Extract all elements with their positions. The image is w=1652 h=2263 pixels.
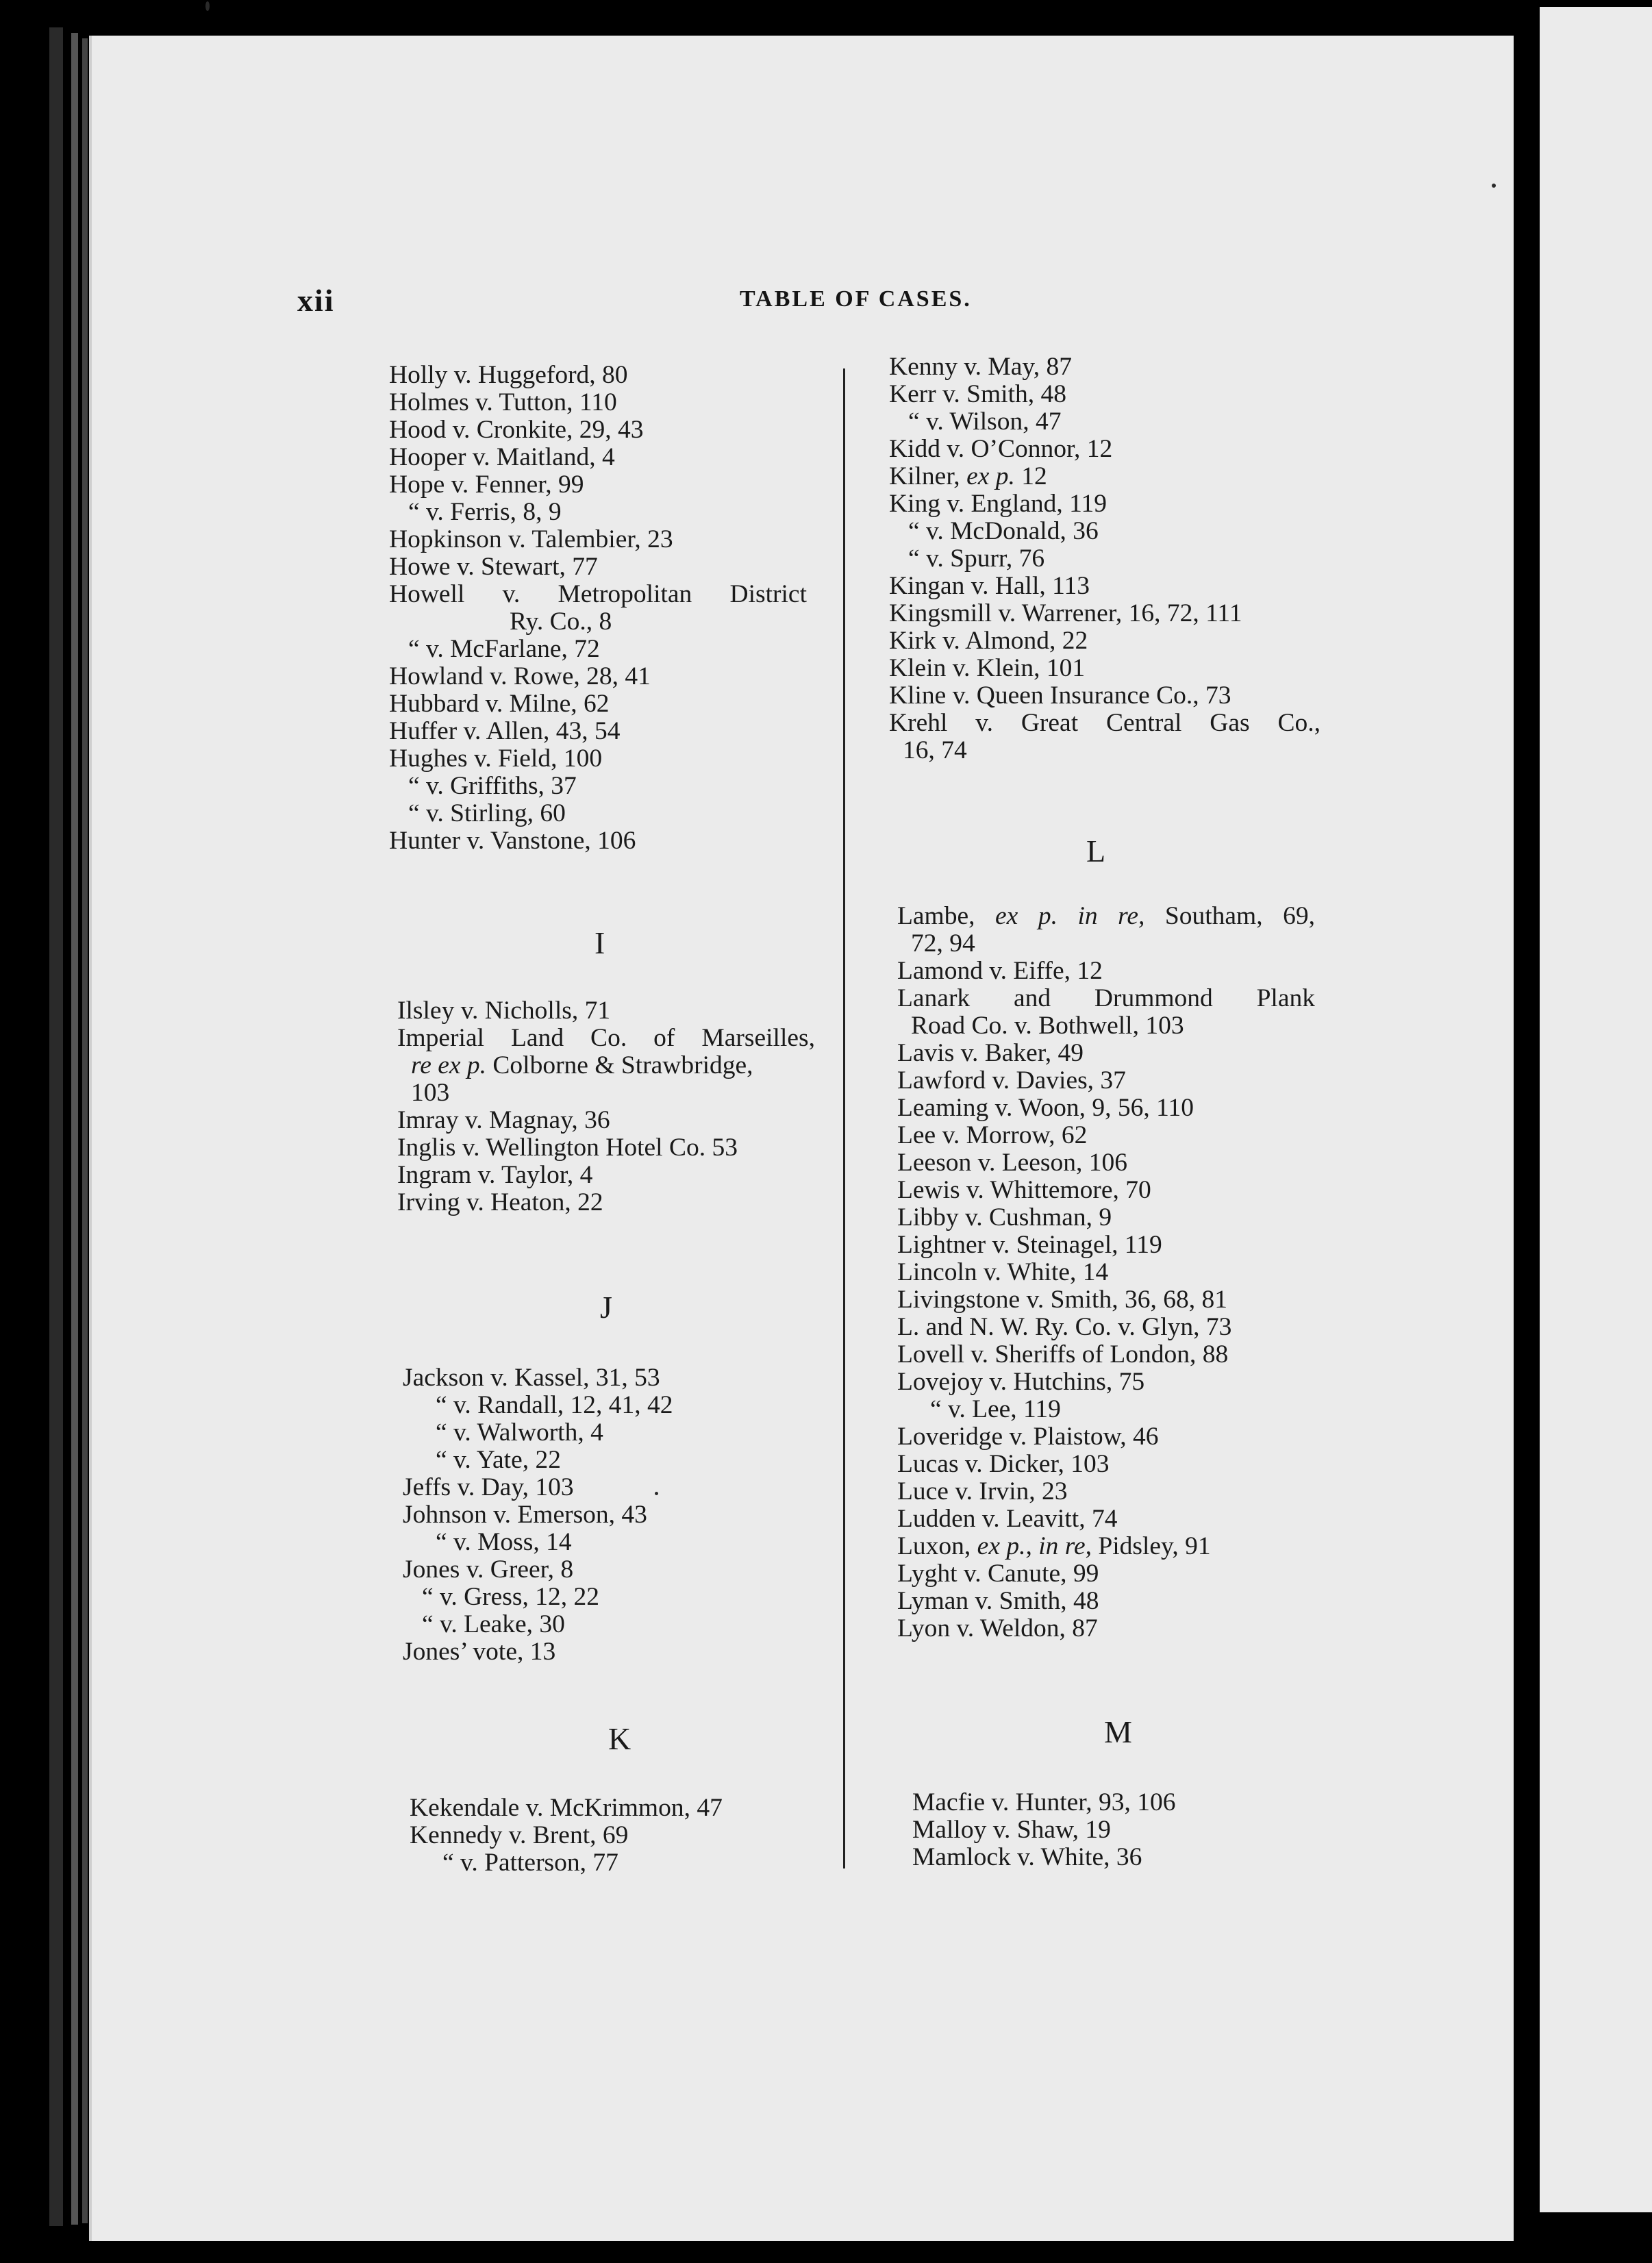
italic-abbreviation: ex p., in re, xyxy=(977,1532,1092,1560)
case-entry: Loveridge v. Plaistow, 46 xyxy=(897,1423,1159,1451)
case-entry xyxy=(889,463,1321,490)
case-entry: “ v. Gress, 12, 22 xyxy=(422,1583,599,1611)
case-entry: Johnson v. Emerson, 43 xyxy=(403,1501,647,1529)
case-entry: “ v. Griffiths, 37 xyxy=(408,772,577,800)
running-head-title: TABLE OF CASES. xyxy=(740,286,972,312)
case-entry: Lavis v. Baker, 49 xyxy=(897,1039,1084,1067)
case-entry: Leaming v. Woon, 9, 56, 110 xyxy=(897,1094,1194,1122)
entry-text: Colborne & Strawbridge, xyxy=(486,1051,753,1079)
italic-abbreviation: re ex p. xyxy=(411,1051,487,1079)
right-column-k-entries xyxy=(889,353,1321,764)
case-entry: Krehl v. Great Central Gas Co., xyxy=(889,709,1321,737)
case-entry: Lyght v. Canute, 99 xyxy=(897,1560,1099,1588)
case-entry: Luce v. Irvin, 23 xyxy=(897,1477,1068,1505)
case-entry: Lyman v. Smith, 48 xyxy=(897,1587,1099,1615)
book-spine-edge xyxy=(71,33,78,2225)
entry-text: Luxon, xyxy=(897,1532,977,1560)
case-entry: Kekendale v. McKrimmon, 47 xyxy=(410,1794,723,1822)
scan-speck xyxy=(1492,184,1496,188)
italic-abbreviation: ex p. xyxy=(966,462,1015,490)
left-column-k-entries xyxy=(410,1795,834,1877)
case-entry: Lovell v. Sheriffs of London, 88 xyxy=(897,1340,1229,1368)
case-entry: Hood v. Cronkite, 29, 43 xyxy=(389,416,644,444)
case-entry-continuation: 72, 94 xyxy=(911,929,975,958)
section-letter-i: I xyxy=(595,925,605,960)
left-column-i-entries xyxy=(397,997,815,1216)
case-entry: Kingan v. Hall, 113 xyxy=(889,572,1090,600)
case-entry: Howell v. Metropolitan District xyxy=(389,580,807,608)
case-entry: “ v. McDonald, 36 xyxy=(908,517,1099,545)
case-entry: Jones v. Greer, 8 xyxy=(403,1555,574,1584)
case-entry: Kenny v. May, 87 xyxy=(889,353,1072,381)
book-spine-edge xyxy=(82,38,88,2223)
case-entry-continuation: 103 xyxy=(411,1079,450,1107)
case-entry: King v. England, 119 xyxy=(889,490,1107,518)
case-entry: Mamlock v. White, 36 xyxy=(912,1843,1142,1871)
case-entry xyxy=(897,903,1315,930)
case-entry: Libby v. Cushman, 9 xyxy=(897,1203,1112,1231)
entry-text: Pidsley, 91 xyxy=(1091,1532,1211,1560)
entry-text: 12 xyxy=(1014,462,1047,490)
case-entry: Livingstone v. Smith, 36, 68, 81 xyxy=(897,1286,1227,1314)
case-entry: Jones’ vote, 13 xyxy=(403,1638,556,1666)
facing-page-edge xyxy=(1540,7,1652,2212)
case-entry: Ingram v. Taylor, 4 xyxy=(397,1161,593,1189)
case-entry: “ v. Leake, 30 xyxy=(422,1610,565,1638)
case-entry: Kerr v. Smith, 48 xyxy=(889,380,1067,408)
section-letter-m: M xyxy=(1104,1714,1132,1749)
case-entry: Holmes v. Tutton, 110 xyxy=(389,388,617,416)
case-entry: “ v. Walworth, 4 xyxy=(436,1418,603,1447)
case-entry: Ilsley v. Nicholls, 71 xyxy=(397,997,611,1025)
case-entry: Hooper v. Maitland, 4 xyxy=(389,443,615,471)
case-entry: Inglis v. Wellington Hotel Co. 53 xyxy=(397,1134,738,1162)
case-entry: “ v. Moss, 14 xyxy=(436,1528,572,1556)
case-entry: Lanark and Drummond Plank xyxy=(897,984,1315,1012)
case-entry: “ v. Randall, 12, 41, 42 xyxy=(436,1391,673,1419)
entry-text: Southam, 69, xyxy=(1144,902,1315,930)
section-letter-j: J xyxy=(600,1290,612,1325)
case-entry: Hunter v. Vanstone, 106 xyxy=(389,827,636,855)
case-entry: “ v. Stirling, 60 xyxy=(408,799,566,827)
case-entry: Lightner v. Steinagel, 119 xyxy=(897,1231,1162,1259)
case-entry: Howland v. Rowe, 28, 41 xyxy=(389,662,651,690)
case-entry: Howe v. Stewart, 77 xyxy=(389,553,598,581)
case-entry: “ v. Lee, 119 xyxy=(930,1395,1061,1423)
case-entry: Huffer v. Allen, 43, 54 xyxy=(389,717,621,745)
book-spine-edge xyxy=(49,27,63,2226)
left-column-j-entries xyxy=(403,1364,821,1666)
case-entry: Kingsmill v. Warrener, 16, 72, 111 xyxy=(889,599,1242,627)
case-entry: Lee v. Morrow, 62 xyxy=(897,1121,1088,1149)
case-entry-continuation: 16, 74 xyxy=(903,736,967,764)
case-entry: Lewis v. Whittemore, 70 xyxy=(897,1176,1151,1204)
case-entry: “ v. McFarlane, 72 xyxy=(408,635,600,663)
case-entry: Hubbard v. Milne, 62 xyxy=(389,690,610,718)
case-entry: Imperial Land Co. of Marseilles, xyxy=(397,1024,815,1052)
case-entry xyxy=(897,1533,1315,1560)
italic-abbreviation: ex p. in re, xyxy=(995,902,1145,930)
case-entry: Kline v. Queen Insurance Co., 73 xyxy=(889,682,1231,710)
entry-text: Kilner, xyxy=(889,462,967,490)
case-entry-continuation xyxy=(397,1052,815,1079)
case-entry: Kirk v. Almond, 22 xyxy=(889,627,1088,655)
case-entry: “ v. Ferris, 8, 9 xyxy=(408,498,562,526)
case-entry: Kennedy v. Brent, 69 xyxy=(410,1821,629,1849)
case-entry: Macfie v. Hunter, 93, 106 xyxy=(912,1788,1176,1816)
right-column-m-entries xyxy=(912,1789,1337,1871)
right-column-l-entries xyxy=(897,903,1315,1642)
entry-text: Lambe, xyxy=(897,902,996,930)
scan-speck xyxy=(655,1492,658,1495)
case-entry: Klein v. Klein, 101 xyxy=(889,654,1086,682)
case-entry: Leeson v. Leeson, 106 xyxy=(897,1149,1128,1177)
case-entry: Jeffs v. Day, 103 xyxy=(403,1473,574,1501)
case-entry: Hope v. Fenner, 99 xyxy=(389,471,584,499)
case-entry: Imray v. Magnay, 36 xyxy=(397,1106,610,1134)
case-entry: Hughes v. Field, 100 xyxy=(389,745,603,773)
case-entry: Lawford v. Davies, 37 xyxy=(897,1066,1126,1095)
left-column-h-entries xyxy=(389,362,807,855)
case-entry-continuation: Road Co. v. Bothwell, 103 xyxy=(911,1012,1184,1040)
case-entry: Hopkinson v. Talembier, 23 xyxy=(389,525,673,553)
case-entry: Lovejoy v. Hutchins, 75 xyxy=(897,1368,1145,1396)
case-entry: “ v. Spurr, 76 xyxy=(908,545,1045,573)
case-entry: Lucas v. Dicker, 103 xyxy=(897,1450,1110,1478)
case-entry: Malloy v. Shaw, 19 xyxy=(912,1816,1111,1844)
case-entry: Irving v. Heaton, 22 xyxy=(397,1188,603,1216)
case-entry: Lamond v. Eiffe, 12 xyxy=(897,957,1103,985)
case-entry: “ v. Wilson, 47 xyxy=(908,408,1062,436)
case-entry: Lyon v. Weldon, 87 xyxy=(897,1614,1098,1642)
case-entry: Kidd v. O’Connor, 12 xyxy=(889,435,1113,463)
page-number: xii xyxy=(297,283,335,318)
case-entry: L. and N. W. Ry. Co. v. Glyn, 73 xyxy=(897,1313,1232,1341)
case-entry-continuation: Ry. Co., 8 xyxy=(510,608,612,636)
section-letter-k: K xyxy=(608,1721,631,1756)
column-divider xyxy=(843,368,845,1868)
case-entry: Holly v. Huggeford, 80 xyxy=(389,361,628,389)
case-entry: Lincoln v. White, 14 xyxy=(897,1258,1109,1286)
case-entry: Ludden v. Leavitt, 74 xyxy=(897,1505,1118,1533)
case-entry: “ v. Yate, 22 xyxy=(436,1446,561,1474)
scan-speck xyxy=(205,1,210,11)
case-entry: Jackson v. Kassel, 31, 53 xyxy=(403,1364,660,1392)
case-entry: “ v. Patterson, 77 xyxy=(442,1849,618,1877)
section-letter-l: L xyxy=(1086,834,1106,868)
